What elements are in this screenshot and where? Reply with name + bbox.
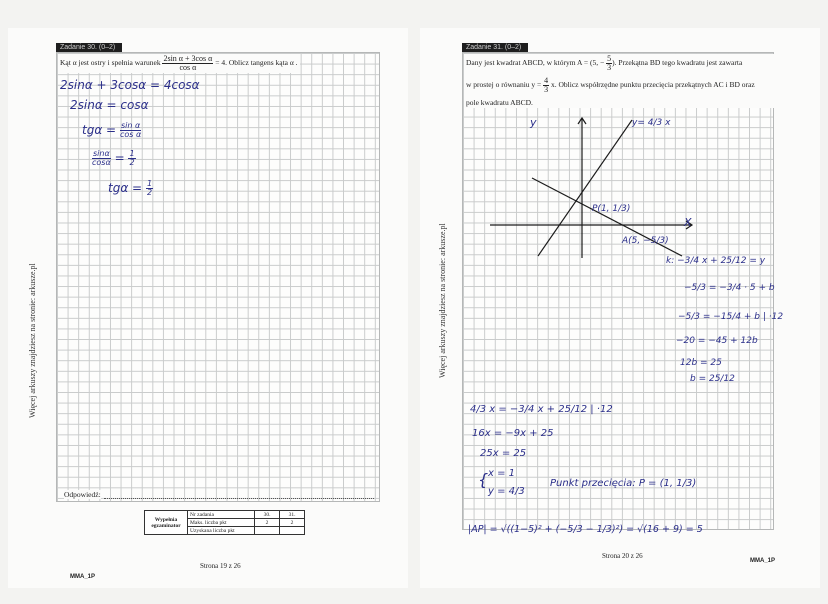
fraction-numerator: 4 bbox=[544, 76, 549, 85]
hw-frac-den: cosα bbox=[92, 158, 111, 167]
hw-calc-2: −5/3 = −15/4 + b | ·12 bbox=[678, 312, 784, 322]
hw-line-3-left: tgα = bbox=[82, 123, 117, 137]
right-page bbox=[420, 28, 820, 588]
hw-solve-4: x = 1 bbox=[488, 468, 516, 479]
label-x-axis: X bbox=[684, 216, 692, 229]
fraction-denominator: 3 bbox=[607, 63, 612, 72]
score-cell bbox=[280, 527, 305, 535]
page-footer: Strona 19 z 26 bbox=[200, 562, 241, 570]
answer-line bbox=[104, 498, 374, 499]
task-fraction bbox=[543, 77, 549, 94]
hw-equals: = bbox=[114, 151, 125, 165]
hw-frac-num: 1 bbox=[146, 179, 153, 188]
hw-distance-ap: |AP| = √((1−5)² + (−5/3 − 1/3)²) = √(16 + 9) = 5 bbox=[468, 524, 703, 535]
task-fraction bbox=[162, 55, 213, 72]
hw-frac-den: 2 bbox=[129, 158, 135, 167]
hw-brace-icon: { bbox=[478, 470, 489, 489]
hw-frac-den: 2 bbox=[146, 188, 153, 197]
label-line-k: k: −3/4 x + 25/12 = y bbox=[666, 256, 766, 266]
hw-line-1: 2sinα + 3cosα = 4cosα bbox=[60, 78, 200, 92]
task-line-2 bbox=[466, 77, 772, 94]
answer-label: Odpowiedź: bbox=[64, 490, 101, 499]
answer-grid bbox=[56, 52, 380, 502]
coordinate-sketch bbox=[482, 108, 702, 258]
task-line-3: pole kwadratu ABCD. bbox=[466, 98, 533, 107]
left-page bbox=[8, 28, 408, 588]
hw-calc-3: −20 = −45 + 12b bbox=[676, 336, 758, 346]
fraction-numerator: 2sin α + 3cos α bbox=[163, 54, 213, 63]
hw-solve-1: 4/3 x = −3/4 x + 25/12 | ·12 bbox=[470, 404, 613, 415]
task-line-1: Dany jest kwadrat ABCD, w którym A = (5, − $\frac{5}{3}$ ). Przekątna BD tego kwadratu jest zawarta bbox=[466, 54, 743, 72]
hw-line-5-left: tgα = bbox=[108, 181, 143, 195]
hw-line-3-frac bbox=[120, 122, 141, 139]
exam-code: MMA_1P bbox=[750, 558, 776, 564]
score-cell: Nr zadania bbox=[188, 511, 255, 519]
task-text: 5, − bbox=[592, 58, 605, 68]
score-table-row-header: Wypełnia egzaminator bbox=[145, 511, 188, 535]
hw-calc-1: −5/3 = −3/4 · 5 + b bbox=[684, 283, 775, 293]
task-text: Dany jest kwadrat ABCD, w którym A = bbox=[466, 58, 589, 68]
task-prefix: Kąt α jest ostry i spełnia warunek bbox=[60, 58, 161, 68]
task-header: Zadanie 31. (0–2) bbox=[462, 43, 528, 52]
score-table bbox=[144, 510, 305, 535]
hw-line-4 bbox=[92, 150, 136, 167]
task-text: . Przekątna BD tego kwadratu jest zawarta bbox=[614, 58, 743, 68]
task-text: x. Oblicz współrzędne punktu przecięcia przekątnych AC i BD oraz bbox=[551, 80, 755, 90]
label-point-a: A(5, −5/3) bbox=[622, 236, 669, 246]
hw-solve-2: 16x = −9x + 25 bbox=[472, 428, 554, 439]
hw-line-4-rfrac bbox=[128, 150, 135, 167]
hw-line-5-frac bbox=[146, 180, 153, 197]
side-note: Więcej arkuszy znajdziesz na stronie: arkusze.pl bbox=[28, 263, 37, 418]
score-cell: Maks. liczba pkt bbox=[188, 519, 255, 527]
hw-calc-4: 12b = 25 bbox=[680, 358, 722, 368]
exam-code: MMA_1P bbox=[70, 574, 96, 580]
task-fraction bbox=[606, 55, 612, 72]
hw-intersection: Punkt przecięcia: P = (1, 1/3) bbox=[550, 478, 697, 489]
label-point-p: P(1, 1/3) bbox=[592, 204, 631, 214]
hw-solve-3: 25x = 25 bbox=[480, 448, 527, 459]
hw-frac-num: sin α bbox=[120, 121, 141, 130]
task-header: Zadanie 30. (0–2) bbox=[56, 43, 122, 52]
hw-calc-5: b = 25/12 bbox=[690, 374, 735, 384]
fraction-denominator: 3 bbox=[544, 85, 549, 94]
score-cell: 2 bbox=[280, 519, 305, 527]
hw-solve-5: y = 4/3 bbox=[488, 486, 525, 497]
page-footer: Strona 20 z 26 bbox=[602, 552, 643, 560]
hw-line-3 bbox=[82, 122, 141, 139]
score-cell: Uzyskana liczba pkt bbox=[188, 527, 255, 535]
hw-line-5 bbox=[108, 180, 153, 197]
label-line-y: y= 4/3 x bbox=[632, 118, 671, 128]
score-cell: 2 bbox=[255, 519, 280, 527]
hw-frac-den: cos α bbox=[119, 130, 142, 139]
label-y-axis: y bbox=[530, 116, 537, 129]
fraction-denominator: cos α bbox=[179, 63, 197, 72]
fraction-numerator: 5 bbox=[607, 54, 612, 63]
task-statement bbox=[58, 54, 300, 73]
task-text: w prostej o równaniu y = bbox=[466, 80, 542, 90]
hw-frac-num: 1 bbox=[129, 149, 135, 158]
hw-line-4-frac bbox=[92, 150, 111, 167]
score-cell: 31. bbox=[280, 511, 305, 519]
hw-line-2: 2sinα = cosα bbox=[70, 98, 149, 112]
task-suffix: = 4. Oblicz tangens kąta α . bbox=[215, 58, 298, 68]
score-cell bbox=[255, 527, 280, 535]
task-statement bbox=[464, 54, 774, 108]
score-cell: 30. bbox=[255, 511, 280, 519]
hw-frac-num: sinα bbox=[93, 149, 110, 158]
side-note: Więcej arkuszy znajdziesz na stronie: arkusze.pl bbox=[438, 223, 447, 378]
